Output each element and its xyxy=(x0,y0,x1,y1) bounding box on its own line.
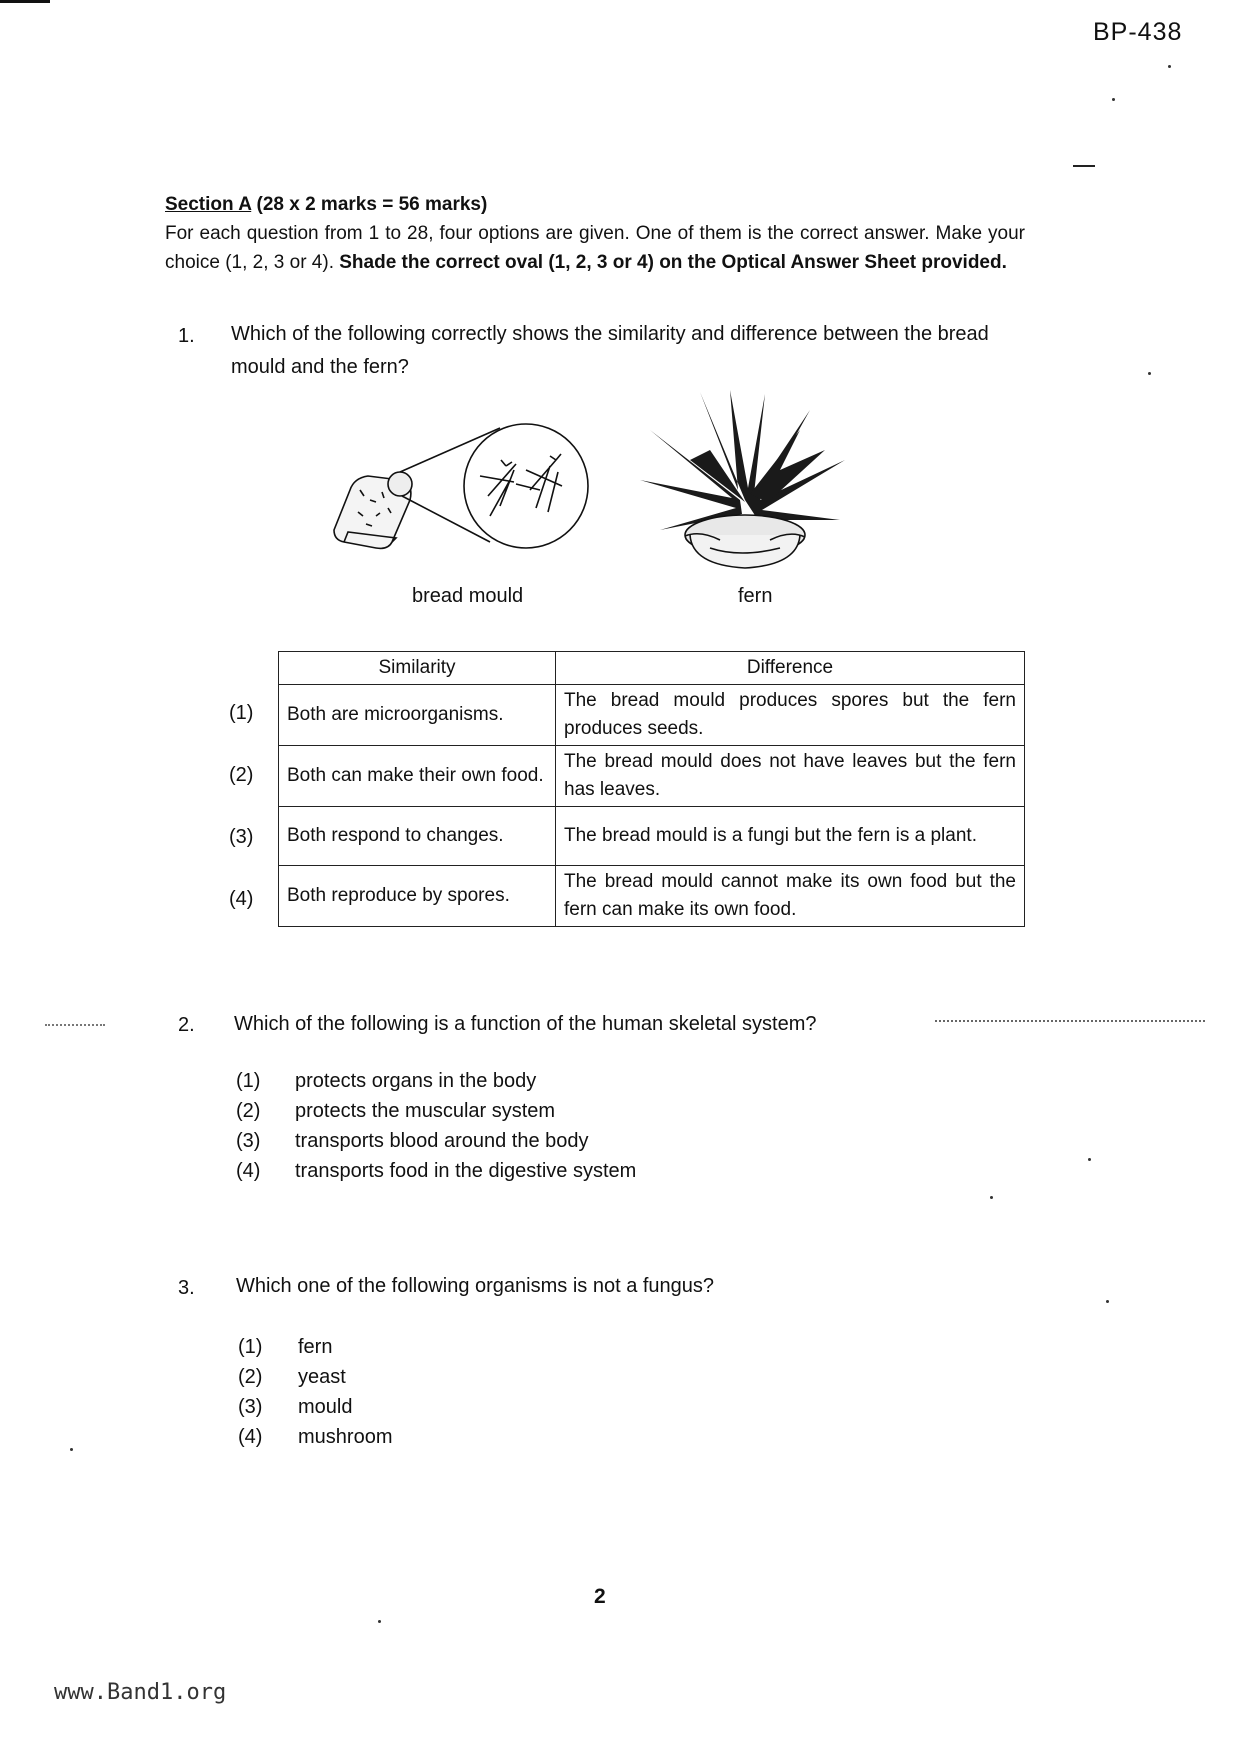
speck xyxy=(1112,98,1115,101)
q3-option-number: (4) xyxy=(238,1426,263,1448)
margin-dash xyxy=(1073,165,1095,167)
q3-option-text: fern xyxy=(298,1336,333,1358)
question-3-text: Which one of the following organisms is not a fungus? xyxy=(236,1275,715,1297)
question-1-number: 1. xyxy=(178,325,195,347)
speck xyxy=(70,1448,73,1451)
q3-option-number: (2) xyxy=(238,1366,263,1388)
footer-url: www.Band1.org xyxy=(54,1680,227,1705)
scan-noise-dots xyxy=(935,1020,1205,1022)
section-instructions xyxy=(165,219,1025,277)
section-title xyxy=(165,190,1025,219)
bread-mould-caption: bread mould xyxy=(412,585,524,607)
section-header xyxy=(165,190,1025,277)
q2-option-text: transports food in the digestive system xyxy=(295,1160,637,1182)
similarity-cell: Both are microorganisms. xyxy=(279,685,556,746)
page-number: 2 xyxy=(594,1585,606,1608)
speck xyxy=(1148,372,1151,375)
table-row xyxy=(279,685,1025,746)
similarity-cell: Both respond to changes. xyxy=(279,807,556,866)
page-code: BP-438 xyxy=(1093,18,1183,46)
table-row xyxy=(279,866,1025,927)
difference-header: Difference xyxy=(556,652,1025,685)
table-row-number: (1) xyxy=(229,702,254,724)
difference-cell: The bread mould does not have leaves but the fern has leaves. xyxy=(556,746,1025,807)
similarity-cell: Both can make their own food. xyxy=(279,746,556,807)
fern-caption: fern xyxy=(738,585,773,607)
table-header-row xyxy=(279,652,1025,685)
q2-option-text: transports blood around the body xyxy=(295,1130,589,1152)
question-1-text: Which of the following correctly shows the similarity and difference between the bread mould and the fern? xyxy=(231,323,989,378)
bread-mould-illustration xyxy=(330,420,620,570)
scan-noise-dots xyxy=(45,1024,105,1026)
table-row-number: (4) xyxy=(229,888,254,910)
q3-option-number: (3) xyxy=(238,1396,263,1418)
q2-option-number: (3) xyxy=(236,1130,261,1152)
question-3-number: 3. xyxy=(178,1277,195,1299)
speck xyxy=(1168,65,1171,68)
table-row-number: (3) xyxy=(229,826,254,848)
speck xyxy=(1106,1300,1109,1303)
similarity-header: Similarity xyxy=(279,652,556,685)
q3-option-text: mould xyxy=(298,1396,353,1418)
q3-option-number: (1) xyxy=(238,1336,263,1358)
top-edge-mark xyxy=(0,0,50,3)
table-row xyxy=(279,807,1025,866)
q2-option-text: protects the muscular system xyxy=(295,1100,556,1122)
q3-option-text: yeast xyxy=(298,1366,346,1388)
q2-option-number: (1) xyxy=(236,1070,261,1092)
q2-option-text: protects organs in the body xyxy=(295,1070,537,1092)
difference-cell: The bread mould produces spores but the fern produces seeds. xyxy=(556,685,1025,746)
difference-cell: The bread mould is a fungi but the fern is a plant. xyxy=(556,807,1025,866)
speck xyxy=(1088,1158,1091,1161)
instructions-bold: Shade the correct oval (1, 2, 3 or 4) on the Optical Answer Sheet provided. xyxy=(333,252,1007,273)
table-row-number: (2) xyxy=(229,764,254,786)
section-marks: (28 x 2 marks = 56 marks) xyxy=(251,194,488,215)
difference-cell: The bread mould cannot make its own food but the fern can make its own food. xyxy=(556,866,1025,927)
question-2-text: Which of the following is a function of the human skeletal system? xyxy=(234,1013,817,1035)
similarity-cell: Both reproduce by spores. xyxy=(279,866,556,927)
section-title-label: Section A xyxy=(165,194,252,215)
q2-option-number: (4) xyxy=(236,1160,261,1182)
fern-illustration xyxy=(640,390,850,580)
q3-option-text: mushroom xyxy=(298,1426,393,1448)
speck xyxy=(990,1196,993,1199)
answer-choices-table xyxy=(278,651,1025,927)
instructions-plain: For each question from 1 to 28, four options are given. One of them is the correct answer. Make your choice (1, 2, 3 or 4). xyxy=(165,223,1025,273)
question-2-number: 2. xyxy=(178,1014,195,1036)
table-row xyxy=(279,746,1025,807)
q2-option-number: (2) xyxy=(236,1100,261,1122)
speck xyxy=(378,1620,381,1623)
